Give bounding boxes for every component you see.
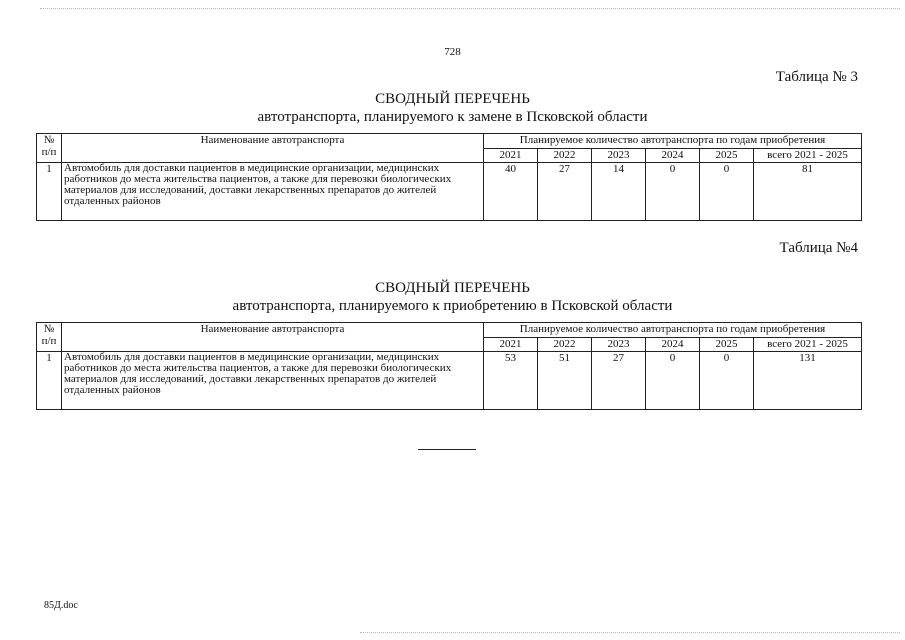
- row-value: 0: [700, 163, 754, 221]
- header-num: № п/п: [37, 134, 62, 163]
- row-value: 0: [700, 352, 754, 410]
- table-4-label: Таблица №4: [779, 240, 858, 256]
- table-4-title-line2: автотранспорта, планируемого к приобретению в Псковской области: [232, 298, 673, 314]
- header-year: 2022: [538, 338, 592, 352]
- footer-filename: 85Д.doc: [44, 600, 78, 611]
- table-3-title-line2: автотранспорта, планируемого к замене в Псковской области: [257, 109, 648, 125]
- row-total: 81: [754, 163, 862, 221]
- row-value: 0: [646, 352, 700, 410]
- scan-artifact-bottom: [360, 632, 900, 633]
- header-year: 2021: [484, 338, 538, 352]
- table-4-title-line1: СВОДНЫЙ ПЕРЕЧЕНЬ: [375, 280, 530, 296]
- header-year: 2025: [700, 149, 754, 163]
- header-group: Планируемое количество автотранспорта по годам приобретения: [484, 134, 862, 149]
- header-group: Планируемое количество автотранспорта по годам приобретения: [484, 323, 862, 338]
- table-3: [36, 133, 862, 221]
- table-row: [37, 163, 862, 221]
- header-name: Наименование автотранспорта: [62, 323, 484, 352]
- row-value: 14: [592, 163, 646, 221]
- header-year: 2024: [646, 149, 700, 163]
- header-num: № п/п: [37, 323, 62, 352]
- header-year: 2022: [538, 149, 592, 163]
- header-name: Наименование автотранспорта: [62, 134, 484, 163]
- header-year: 2023: [592, 149, 646, 163]
- header-year: 2025: [700, 338, 754, 352]
- row-num: 1: [37, 163, 62, 221]
- header-year: 2024: [646, 338, 700, 352]
- table-4: [36, 322, 862, 410]
- header-year: 2021: [484, 149, 538, 163]
- table-4-title: [0, 279, 905, 315]
- row-value: 0: [646, 163, 700, 221]
- row-name: Автомобиль для доставки пациентов в медицинские организации, медицинских работников до места жительства пациентов, а также для перевозки биологических материалов для исследований, доставки лекарственных препаратов до жителей отдаленных районов: [62, 352, 484, 410]
- row-name: Автомобиль для доставки пациентов в медицинские организации, медицинских работников до места жительства пациентов, а также для перевозки биологических материалов для исследований, доставки лекарственных препаратов до жителей отдаленных районов: [62, 163, 484, 221]
- row-value: 40: [484, 163, 538, 221]
- table-row: [37, 352, 862, 410]
- page-number: 728: [444, 46, 461, 58]
- table-3-title: [0, 90, 905, 126]
- row-num: 1: [37, 352, 62, 410]
- row-value: 51: [538, 352, 592, 410]
- row-value: 27: [592, 352, 646, 410]
- table-3-title-line1: СВОДНЫЙ ПЕРЕЧЕНЬ: [375, 91, 530, 107]
- row-value: 27: [538, 163, 592, 221]
- header-total: всего 2021 - 2025: [754, 338, 862, 352]
- table-3-label: Таблица № 3: [775, 69, 858, 85]
- row-total: 131: [754, 352, 862, 410]
- scan-artifact-top: [40, 8, 900, 9]
- row-value: 53: [484, 352, 538, 410]
- end-rule: [418, 449, 476, 450]
- header-year: 2023: [592, 338, 646, 352]
- header-total: всего 2021 - 2025: [754, 149, 862, 163]
